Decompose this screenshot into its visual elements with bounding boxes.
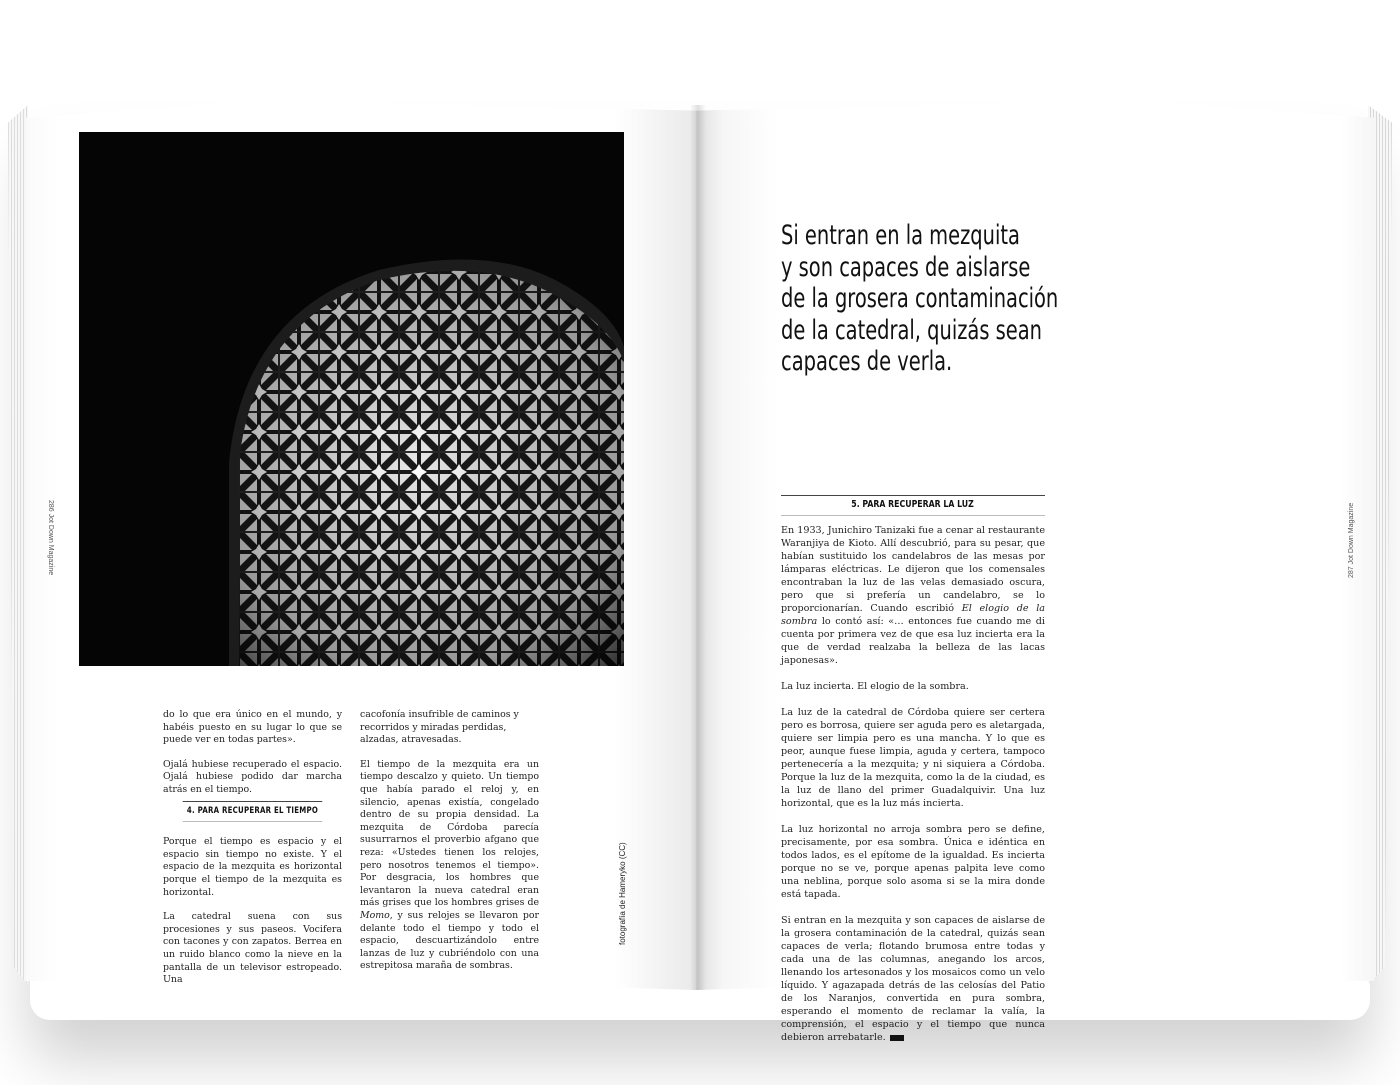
section-heading-label: 5. PARA RECUPERAR LA LUZ xyxy=(851,499,975,510)
pull-quote-line: de la grosera contaminación xyxy=(781,283,1059,314)
paragraph: La catedral suena con sus procesiones y sus paseos. Vocifera con tacones y con zapatos. Berrea en un ruido blanco como la nieve en la pantalla de un televisor estropeado. Una xyxy=(163,911,342,986)
paragraph xyxy=(781,914,1045,1044)
pull-quote-line: capaces de verla. xyxy=(781,346,953,377)
section-heading-4 xyxy=(183,801,323,823)
left-column-1 xyxy=(163,709,342,999)
pull-quote xyxy=(781,220,1083,378)
paragraph: Ojalá hubiese recuperado el espacio. Ojalá hubiese podido dar marcha atrás en el tiempo. xyxy=(163,758,342,795)
paragraph-text: En 1933, Junichiro Tanizaki fue a cenar al restaurante Waranjiya de Kioto. Allí descubrió, para su pesar, que habían sustituido los candelabros de las mesas por lámparas eléctricas. Le dijeron que los comensales encontraban la luz de las velas demasiado oscura, pero que si prefería un candelabro, se lo proporcionarían. Cuando escribió xyxy=(781,525,1045,614)
pull-quote-line: de la catedral, quizás sean xyxy=(781,314,1042,346)
pull-quote-line: y son capaces de aislarse xyxy=(781,251,1031,283)
book-title: El elogio de la sombra xyxy=(781,603,1045,627)
section-heading-label: 4. PARA RECUPERAR EL TIEMPO xyxy=(186,805,319,816)
paragraph-text: lo contó así: «… entonces fue cuando me di cuenta por primera vez de que esa luz incierta era la que de verdad realzaba la belleza de las lacas japonesas». xyxy=(781,616,1045,666)
paragraph: La luz de la catedral de Córdoba quiere ser certera pero es borrosa, quiere ser aguda pero es aletargada, quiere ser limpia pero es una mancha. Y lo que es peor, aunque fuese limpia, aguda y certera, tampoco pertenecería a la mezquita; y ni siquiera a Córdoba. Porque la luz de la mezquita, como la de la ciudad, es la luz de llano del primer Guadalquivir. Una luz horizontal, que es la luz más incierta. xyxy=(781,707,1045,809)
paragraph: La luz horizontal no arroja sombra pero se define, precisamente, por esa sombra. Única e idéntica en todos lados, es el epítome de la igualdad. Es incierta porque no se ve, porque apenas palpita leve como una neblina, porque solo asoma si se la mira donde está tapada. xyxy=(781,824,1045,900)
right-folio: 287 Jot Down Magazine xyxy=(1348,502,1355,578)
paragraph-text: El tiempo de la mezquita era un tiempo descalzo y quieto. Un tiempo que había parado el reloj y, en silencio, apenas existía, congelado dentro de su propia densidad. La mezquita de Córdoba parecía susurrarnos el proverbio afgano que reza: «Ustedes tienen los relojes, pero nosotros tenemos el tiempo». Por desgracia, los hombres que levantaron la nueva catedral eran más grises que los hombres grises de xyxy=(360,758,539,909)
paragraph: cacofonía insufrible de caminos y recorridos y miradas perdidas, alzadas, atravesadas. xyxy=(360,709,519,746)
gutter-shadow xyxy=(690,105,706,990)
left-folio: 286 Jot Down Magazine xyxy=(47,500,54,576)
paragraph xyxy=(360,759,539,973)
paragraph: do lo que era único en el mundo, y habéis puesto en su lugar lo que se puede ver en todas partes». xyxy=(163,709,342,746)
section-heading-5 xyxy=(781,495,1045,516)
pull-quote-line: Si entran en la mezquita xyxy=(781,220,1020,251)
photo-credit: fotografía de Hameryko (CC) xyxy=(618,842,627,945)
paragraph: Porque el tiempo es espacio y el espacio sin tiempo no existe. Y el espacio de la mezquita es horizontal porque el tiempo de la mezquita es horizontal. xyxy=(163,836,342,898)
paragraph-text: Si entran en la mezquita y son capaces de aislarse de la grosera contaminación de la catedral, quizás sean capaces de verla; flotando brumosa entre todas y cada una de las columnas, anegando los arcos, llenando los artesonados y los mosaicos como un velo líquido. Y agazapada detrás de las celosías del Patio de los Naranjos, convertida en pura sombra, esperando el momento de reclamar la valía, la comprensión, el espacio y el tiempo que nunca debieron arrebatarle. xyxy=(781,915,1045,1043)
lattice-illustration xyxy=(79,132,624,666)
left-column-2 xyxy=(360,709,539,985)
paragraph-text: , y sus relojes se llevaron por delante todo el tiempo y todo el espacio, descuartizándolo entre lanzas de luz y cubriéndolo con una estrepitosa maraña de sombras. xyxy=(360,909,539,972)
left-page-edges xyxy=(8,105,28,985)
right-column xyxy=(781,524,1045,1057)
end-of-article-mark xyxy=(890,1035,904,1041)
book-title: Momo xyxy=(360,909,390,921)
paragraph xyxy=(781,524,1045,667)
lattice-window-photo xyxy=(79,132,624,666)
paragraph: La luz incierta. El elogio de la sombra. xyxy=(781,681,969,692)
